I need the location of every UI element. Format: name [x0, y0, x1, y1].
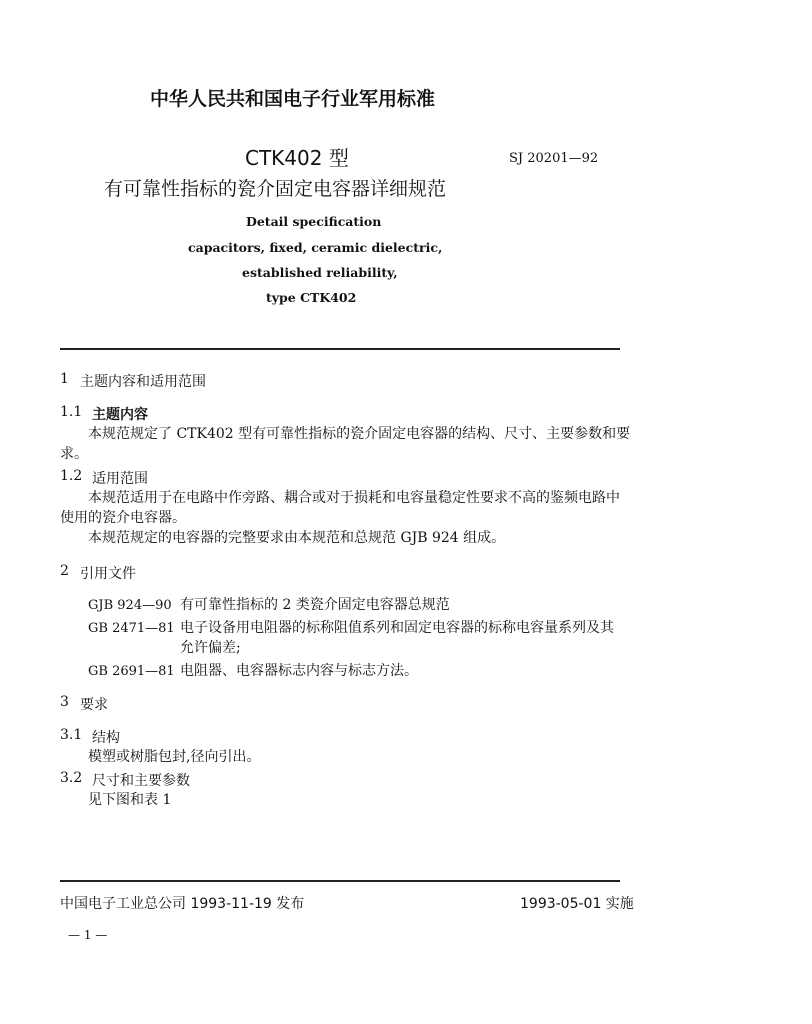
section-1-1-body-line1: 本规范规定了 CTK402 型有可靠性指标的瓷介固定电容器的结构、尺寸、主要参数和要	[88, 426, 631, 442]
doc-title-en-1: Detail specification	[246, 214, 382, 229]
doc-title-en-4: type CTK402	[266, 290, 357, 305]
ref-code: GB 2691—81	[88, 664, 175, 679]
section-1-2-body-line3: 本规范规定的电容器的完整要求由本规范和总规范 GJB 924 组成。	[88, 530, 506, 546]
section-1-2-body-line2: 使用的瓷介电容器。	[60, 510, 186, 526]
page-number: — 1 —	[68, 928, 108, 942]
section-3-title: 要求	[80, 697, 108, 713]
doc-title-cn: 有可靠性指标的瓷介固定电容器详细规范	[104, 178, 447, 200]
footer-rule	[60, 880, 620, 882]
section-2-number: 2	[60, 563, 69, 579]
section-3-2-number: 3.2	[60, 770, 83, 786]
section-1-number: 1	[60, 371, 69, 387]
doc-title-en-3: established reliability,	[242, 265, 398, 280]
doc-title-model: CTK402 型	[245, 146, 349, 170]
section-1-2-number: 1.2	[60, 468, 83, 484]
section-1-2-title: 适用范围	[92, 471, 148, 487]
section-2-title: 引用文件	[80, 566, 136, 582]
section-3-2-title: 尺寸和主要参数	[92, 773, 190, 789]
ref-text: 电子设备用电阻器的标称阻值系列和固定电容器的标称电容量系列及其	[180, 620, 614, 636]
ref-code: GJB 924—90	[88, 598, 172, 613]
doc-title-en-2: capacitors, fixed, ceramic dielectric,	[188, 240, 443, 255]
header-rule	[60, 348, 620, 350]
ref-text: 有可靠性指标的 2 类瓷介固定电容器总规范	[180, 597, 450, 613]
section-3-1-title: 结构	[92, 730, 120, 746]
ref-text-continuation: 允许偏差;	[180, 640, 241, 656]
section-1-title: 主题内容和适用范围	[80, 374, 206, 390]
section-3-1-number: 3.1	[60, 727, 83, 743]
section-1-2-body-line1: 本规范适用于在电路中作旁路、耦合或对于损耗和电容量稳定性要求不高的鉴频电路中	[88, 490, 620, 506]
publish-date: 中国电子工业总公司 1993-11-19 发布	[60, 896, 305, 912]
section-3-number: 3	[60, 694, 69, 710]
ref-text: 电阻器、电容器标志内容与标志方法。	[180, 663, 418, 679]
section-1-1-body-line2: 求。	[60, 446, 88, 462]
ref-code: GB 2471—81	[88, 621, 175, 636]
effective-date: 1993-05-01 实施	[520, 896, 634, 912]
standard-number: SJ 20201—92	[509, 151, 599, 166]
section-1-1-title: 主题内容	[92, 407, 148, 423]
section-1-1-number: 1.1	[60, 404, 83, 420]
issuing-body-title: 中华人民共和国电子行业军用标准	[150, 88, 436, 110]
section-3-1-body: 模塑或树脂包封,径向引出。	[88, 749, 261, 765]
section-3-2-body: 见下图和表 1	[88, 792, 172, 808]
